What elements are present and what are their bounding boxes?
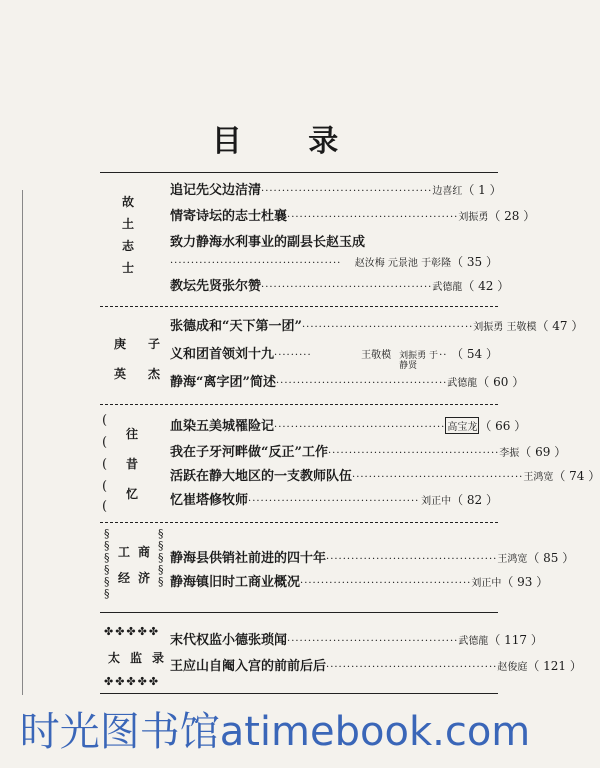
- toc-entry-continuation: ········································· 赵汝梅 元景池 于彰隆 （ 35 ）: [170, 255, 498, 269]
- decorative-section-mark: §: [158, 575, 164, 588]
- decorative-star-row: ✤✤✤✤✤: [104, 625, 161, 638]
- toc-entry[interactable]: 情寄诗坛的志士杜襄 ········································· 刘振勇 （ 28 ）: [170, 209, 536, 224]
- toc-entry[interactable]: 静海“离字团”简述 ········································· 武德龍 （ 60 ）: [170, 375, 525, 390]
- section-gengzi-heroes: 庚 子 英 杰 张德成和“天下第一团” ········································· 刘振勇 王敬模 （ 47 ） 义和团首领刘十九 ········· 王敬模 刘振勇 于静贤 ·· （ 54 ） 静海“离字团”简述 ········································· 武德龍 （ 60 ）: [100, 306, 498, 399]
- decorative-star-row: ✤✤✤✤✤: [104, 675, 161, 688]
- toc-entry[interactable]: 致力静海水利事业的副县长赵玉成: [170, 235, 366, 250]
- toc-entry[interactable]: 静海县供销社前进的四十年 ········································· 王鸿宽 （ 85 ）: [170, 551, 575, 566]
- decorative-section-mark: §: [158, 551, 164, 564]
- toc-entry[interactable]: 王应山自阉入宫的前前后后 ········································· 赵俊庭 （ 121 ）: [170, 659, 582, 674]
- section-memories: ( ( ( ( ( 往 昔 忆 血染五美城罹险记 ········································· 高宝龙 （ 66 ） 我在子牙河畔做“反正”工作 ········································· 李振 （ 69 ） 活跃在静大地区的一支教师队伍 ········································· 王鸿宽 （ 74 ） 忆崔塔修牧师 ········································· 刘正中 （ 82 ）: [100, 404, 498, 519]
- decorative-section-mark: §: [158, 527, 164, 540]
- watermark: 时光图书馆atimebook.com: [19, 709, 531, 755]
- section-eunuchs: ✤✤✤✤✤ ✤✤✤✤✤ 太 监 录 末代权监小德张琐闻 ········································· 武德龍 （ 117 ） 王应山自阉入宫的前前后后 ········································· 赵俊庭 （ 121 ）: [100, 612, 498, 694]
- decorative-section-mark: §: [104, 587, 110, 600]
- decorative-section-mark: §: [104, 575, 110, 588]
- decorative-paren: (: [102, 457, 108, 472]
- section-hometown: 故 土 志 士 追记先父边洁清 ········································· 边喜红 （ 1 ） 情寄诗坛的志士杜襄 ········································· 刘振勇 （ 28 ） 致力静海水利事业的副县长赵玉成 ········································· 赵汝梅 元景池 于彰隆 （ 35 ） 教坛先贤张尔赞 ········································· 武德龍 （ 42 ）: [100, 172, 498, 301]
- decorative-section-mark: §: [104, 527, 110, 540]
- decorative-section-mark: §: [158, 539, 164, 552]
- decorative-paren: (: [102, 435, 108, 450]
- section-commerce: § § § § § § § § § § § 工 商 经 济 静海县供销社前进的四十年 ········································· 王鸿宽 （ 85 ） 静海镇旧时工商业概况 ········································· 刘正中 （ 93 ）: [100, 522, 498, 607]
- decorative-paren: (: [102, 479, 108, 494]
- toc-entry[interactable]: 我在子牙河畔做“反正”工作 ········································· 李振 （ 69 ）: [170, 445, 567, 460]
- toc-entry[interactable]: 静海镇旧时工商业概况 ········································· 刘正中 （ 93 ）: [170, 575, 549, 590]
- decorative-section-mark: §: [104, 551, 110, 564]
- binding-line: [22, 190, 23, 695]
- toc-entry[interactable]: 追记先父边洁清 ········································· 边喜红 （ 1 ）: [170, 183, 502, 198]
- decorative-paren: (: [102, 413, 108, 428]
- toc-entry[interactable]: 张德成和“天下第一团” ········································· 刘振勇 王敬模 （ 47 ）: [170, 319, 584, 334]
- toc-entry[interactable]: 活跃在静大地区的一支教师队伍 ········································· 王鸿宽 （ 74 ）: [170, 469, 600, 484]
- decorative-section-mark: §: [158, 563, 164, 576]
- toc-entry[interactable]: 末代权监小德张琐闻 ········································· 武德龍 （ 117 ）: [170, 633, 543, 648]
- toc-entry[interactable]: 血染五美城罹险记 ········································· 高宝龙 （ 66 ）: [170, 419, 527, 434]
- decorative-paren: (: [102, 499, 108, 514]
- decorative-section-mark: §: [104, 563, 110, 576]
- page-title: 目 录: [211, 124, 367, 159]
- toc-entry[interactable]: 教坛先贤张尔赞 ········································· 武德龍 （ 42 ）: [170, 279, 510, 294]
- toc-entry[interactable]: 忆崔塔修牧师 ········································· 刘正中 （ 82 ）: [170, 493, 498, 508]
- toc-entry[interactable]: 义和团首领刘十九 ········· 王敬模 刘振勇 于静贤 ·· （ 54 ）: [170, 347, 498, 371]
- decorative-section-mark: §: [104, 539, 110, 552]
